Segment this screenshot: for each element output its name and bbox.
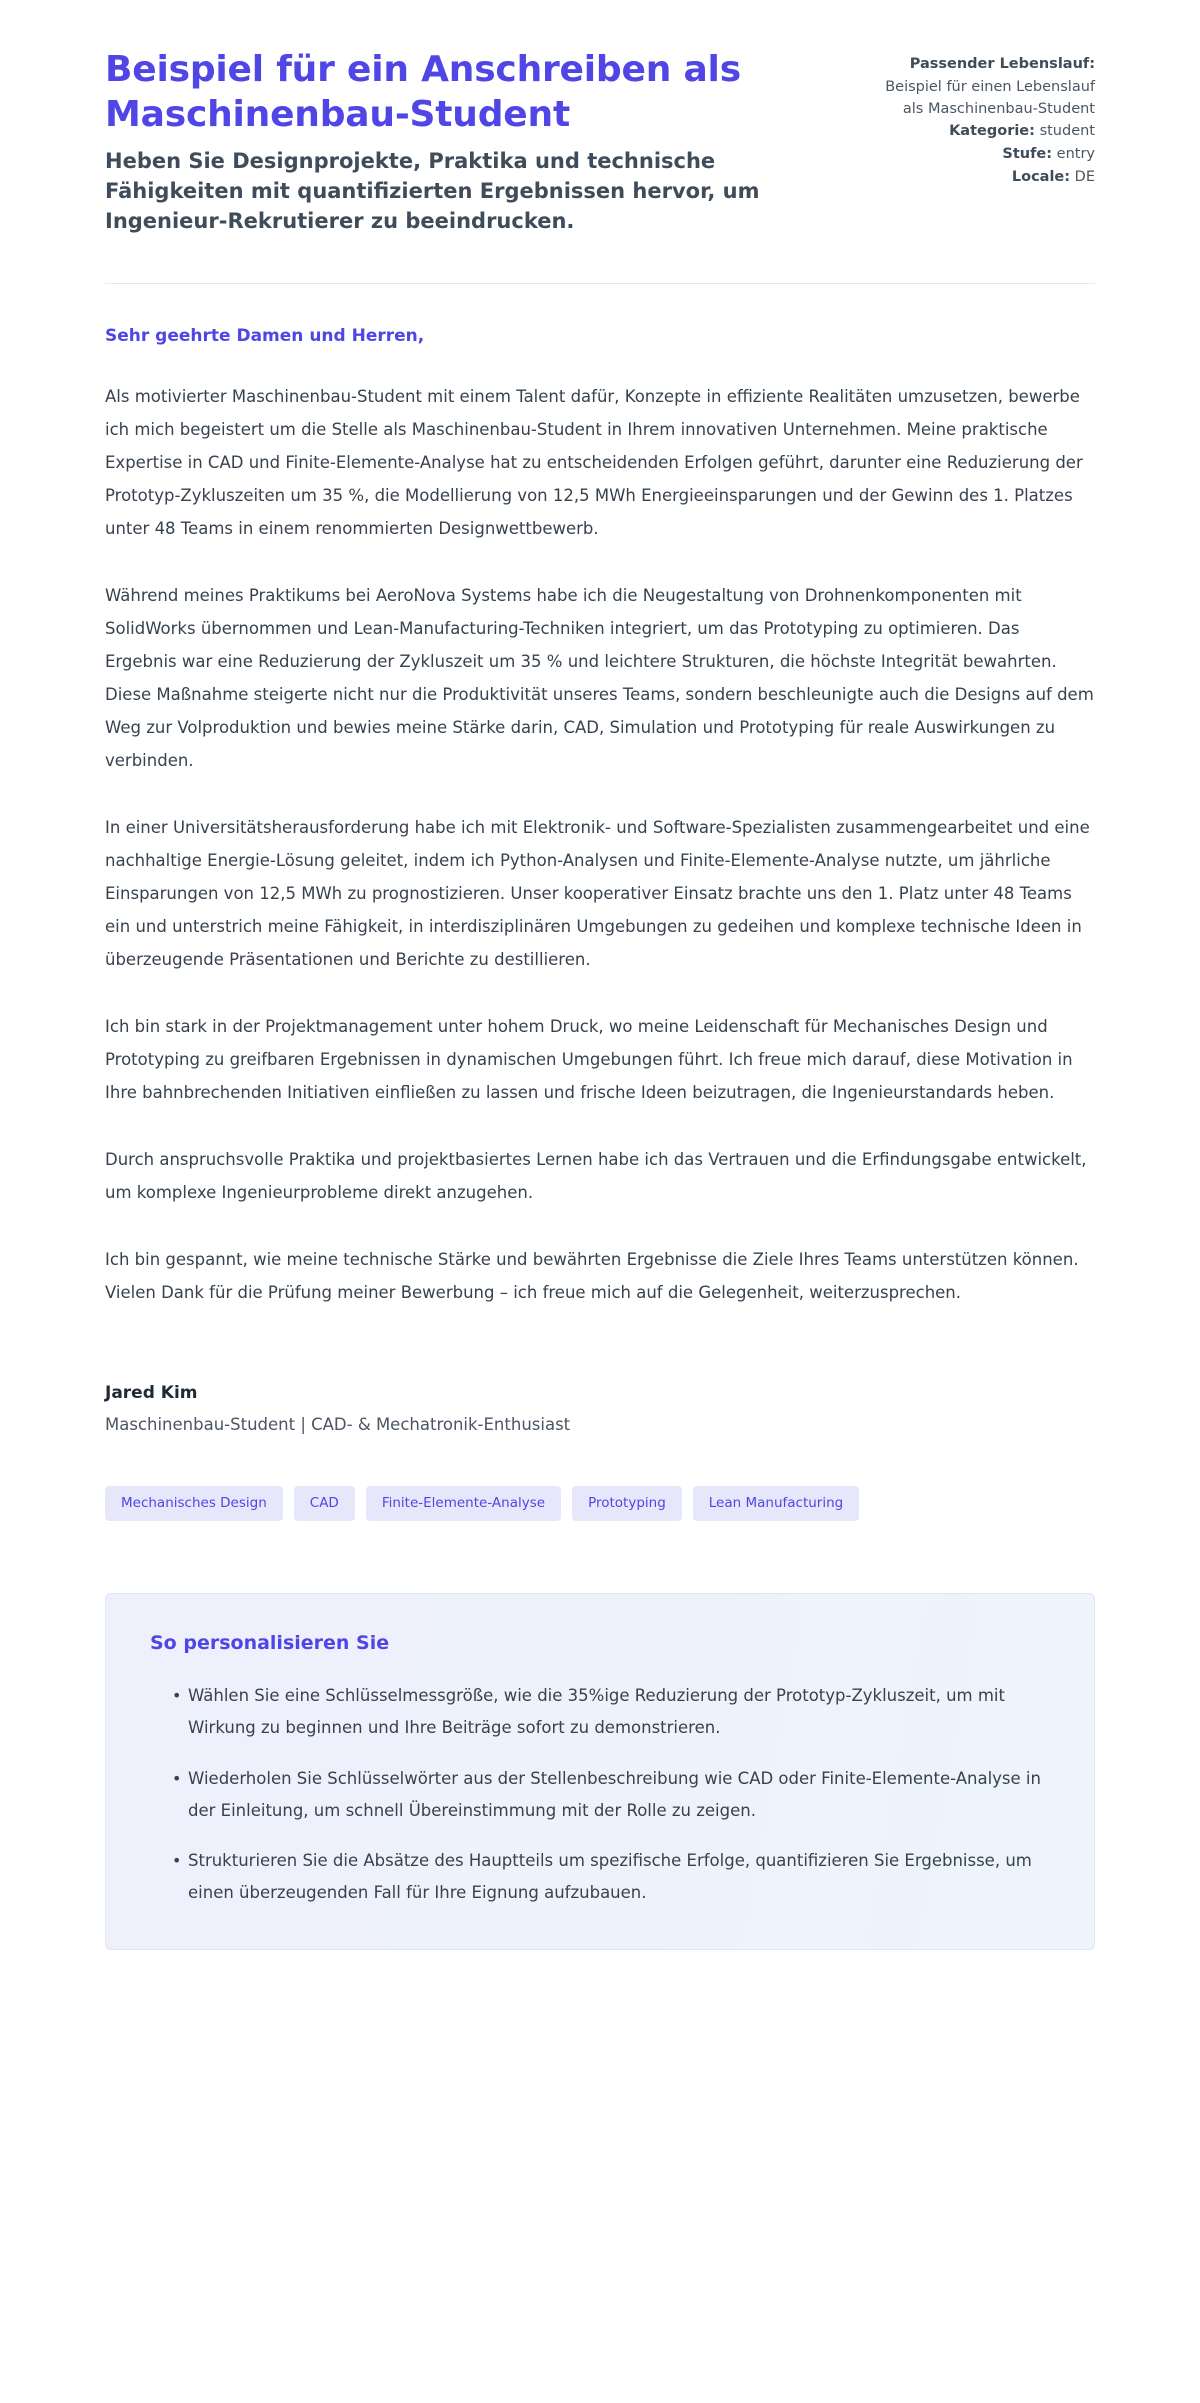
skill-tag[interactable]: Lean Manufacturing bbox=[693, 1486, 859, 1522]
letter-salutation: Sehr geehrte Damen und Herren, bbox=[105, 325, 425, 346]
letter-paragraph: In einer Universitätsherausforderung habe ich mit Elektronik- und Software-Spezialisten zusammengearbeitet und eine nachhaltige Energie-Lösung geleitet, indem ich Python-Analysen und Finite-Elemente-Analyse nutzte, um jährliche Einsparungen von 12,5 MWh zu prognostizieren. Unser kooperativer Einsatz brachte uns den 1. Platz unter 48 Teams ein und unterstrich meine Fähigkeit, in interdisziplinären Umgebungen zu gedeihen und komplexe technische Ideen in überzeugende Präsentationen und Berichte zu destillieren. bbox=[105, 817, 1090, 969]
header-text-block bbox=[105, 48, 823, 237]
letter-paragraph: Durch anspruchsvolle Praktika und projektbasiertes Lernen habe ich das Vertrauen und die Erfindungsgabe entwickelt, um komplexe Ingenieurprobleme direkt anzugehen. bbox=[105, 1149, 1087, 1202]
letter-signature bbox=[105, 1383, 1095, 1434]
meta-value-matching-resume bbox=[863, 77, 1095, 121]
meta-row-locale bbox=[863, 167, 1095, 189]
skill-tag[interactable]: Prototyping bbox=[572, 1486, 682, 1522]
signature-role: Maschinenbau-Student | CAD- & Mechatronik-Enthusiast bbox=[105, 1414, 571, 1434]
cover-letter-body bbox=[105, 284, 1095, 1434]
meta-row-matching-resume bbox=[863, 54, 1095, 76]
meta-value-category: student bbox=[1039, 123, 1095, 140]
meta-row-category bbox=[863, 121, 1095, 143]
callout-tip-list bbox=[150, 1680, 1050, 1909]
document-metadata bbox=[863, 48, 1095, 190]
meta-label-locale: Locale: bbox=[1011, 168, 1071, 185]
skill-tag-list bbox=[105, 1486, 1095, 1522]
meta-value-matching-resume-text: Beispiel für einen Lebenslauf als Maschinenbau-Student bbox=[885, 78, 1095, 117]
letter-paragraph: Als motivierter Maschinenbau-Student mit einem Talent dafür, Konzepte in effiziente Realitäten umzusetzen, bewerbe ich mich begeistert um die Stelle als Maschinenbau-Student in Ihrem innovativen Unternehmen. Meine praktische Expertise in CAD und Finite-Elemente-Analyse hat zu entscheidenden Erfolgen geführt, darunter eine Reduzierung der Prototyp-Zykluszeiten um 35 %, die Modellierung von 12,5 MWh Energieeinsparungen und der Gewinn des 1. Platzes unter 48 Teams in einem renommierten Designwettbewerb. bbox=[105, 386, 1083, 538]
meta-label-matching-resume: Passender Lebenslauf: bbox=[909, 56, 1095, 72]
page-subtitle: Heben Sie Designprojekte, Praktika und technische Fähigkeiten mit quantifizierten Ergebnissen hervor, um Ingenieur-Rekrutierer zu beeindrucken. bbox=[105, 149, 760, 233]
skill-tag[interactable]: CAD bbox=[294, 1486, 355, 1522]
page-title: Beispiel für ein Anschreiben als Maschinenbau-Student bbox=[105, 49, 741, 135]
callout-tip-item: • Strukturieren Sie die Absätze des Hauptteils um spezifische Erfolge, quantifizieren Sie Ergebnisse, um einen überzeugenden Fall für Ihre Eignung aufzubauen. bbox=[172, 1845, 1050, 1909]
letter-paragraph: Ich bin gespannt, wie meine technische Stärke und bewährten Ergebnisse die Ziele Ihres Teams unterstützen können. Vielen Dank für die Prüfung meiner Bewerbung – ich freue mich auf die Gelegenheit, weiterzusprechen. bbox=[105, 1249, 1079, 1302]
callout-tip-item: • Wählen Sie eine Schlüsselmessgröße, wie die 35%ige Reduzierung der Prototyp-Zykluszeit, um mit Wirkung zu beginnen und Ihre Beiträge sofort zu demonstrieren. bbox=[172, 1680, 1050, 1744]
personalization-callout bbox=[105, 1593, 1095, 1950]
letter-paragraph: Ich bin stark in der Projektmanagement unter hohem Druck, wo meine Leidenschaft für Mechanisches Design und Prototyping zu greifbaren Ergebnissen in dynamischen Umgebungen führt. Ich freue mich darauf, diese Motivation in Ihre bahnbrechenden Initiativen einfließen zu lassen und frische Ideen beizutragen, die Ingenieurstandards heben. bbox=[105, 1016, 1073, 1102]
meta-label-category: Kategorie: bbox=[949, 123, 1035, 140]
skill-tag[interactable]: Finite-Elemente-Analyse bbox=[366, 1486, 561, 1522]
callout-tip-item: • Wiederholen Sie Schlüsselwörter aus der Stellenbeschreibung wie CAD oder Finite-Elemente-Analyse in der Einleitung, um schnell Übereinstimmung mit der Rolle zu zeigen. bbox=[172, 1763, 1050, 1827]
letter-paragraph: Während meines Praktikums bei AeroNova Systems habe ich die Neugestaltung von Drohnenkomponenten mit SolidWorks übernommen und Lean-Manufacturing-Techniken integriert, um das Prototyping zu optimieren. Das Ergebnis war eine Reduzierung der Zykluszeit um 35 % und leichtere Strukturen, die höchste Integrität bewahrten. Diese Maßnahme steigerte nicht nur die Produktivität unseres Teams, sondern beschleunigte auch die Designs auf dem Weg zur Volproduktion und bewies meine Stärke darin, CAD, Simulation und Prototyping für reale Auswirkungen zu verbinden. bbox=[105, 585, 1094, 770]
skill-tag[interactable]: Mechanisches Design bbox=[105, 1486, 283, 1522]
callout-title: So personalisieren Sie bbox=[150, 1632, 390, 1655]
page-header bbox=[105, 48, 1095, 237]
meta-label-level: Stufe: bbox=[1002, 146, 1053, 162]
signature-name: Jared Kim bbox=[105, 1382, 198, 1403]
meta-value-locale: DE bbox=[1074, 168, 1095, 185]
meta-value-level: entry bbox=[1056, 146, 1095, 162]
meta-row-level bbox=[863, 144, 1095, 166]
